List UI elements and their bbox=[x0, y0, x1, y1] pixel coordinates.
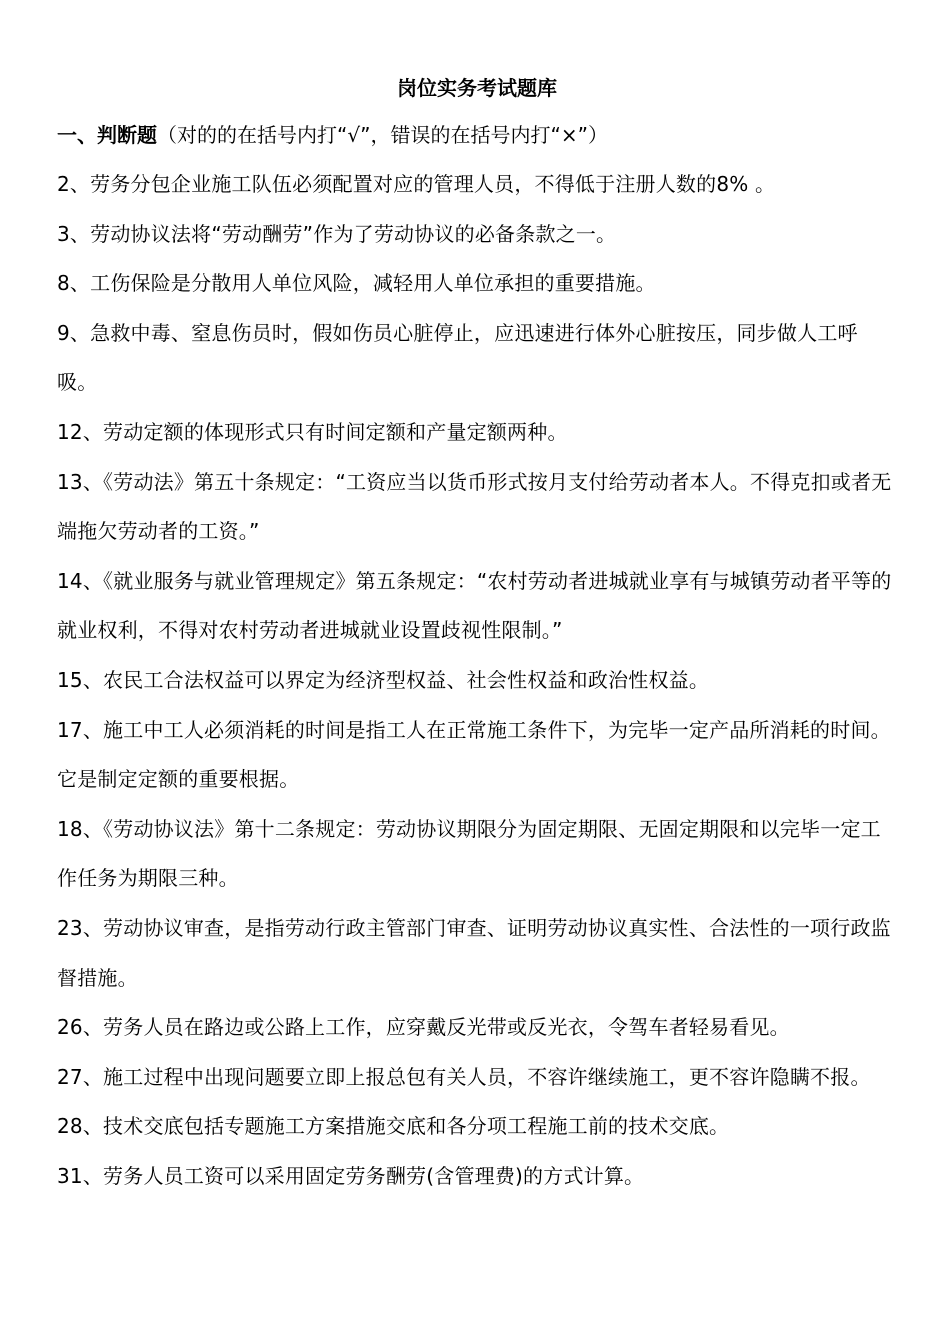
question-item: 8、工伤保险是分散用人单位风险，减轻用人单位承担的重要措施。 bbox=[57, 271, 656, 296]
question-item: 9、急救中毒、窒息伤员时，假如伤员心脏停止，应迅速进行体外心脏按压，同步做人工呼吸。 bbox=[57, 320, 858, 395]
question-item: 28、技术交底包括专题施工方案措施交底和各分项工程施工前的技术交底。 bbox=[57, 1114, 730, 1139]
question-item: 23、劳动协议审查，是指劳动行政主管部门审查、证明劳动协议真实性、合法性的一项行政监督措施。 bbox=[57, 915, 891, 990]
question-item: 27、施工过程中出现问题要立即上报总包有关人员，不容许继续施工，更不容许隐瞒不报。 bbox=[57, 1064, 871, 1089]
question-item: 26、劳务人员在路边或公路上工作，应穿戴反光带或反光衣，令驾车者轻易看见。 bbox=[57, 1015, 790, 1040]
section-heading-note: （对的的在括号内打“√”，错误的在括号内打“×”） bbox=[157, 123, 608, 147]
question-item: 13、《劳动法》第五十条规定：“工资应当以货币形式按月支付给劳动者本人。不得克扣或者无端拖欠劳动者的工资。” bbox=[57, 469, 892, 544]
question-item: 2、劳务分包企业施工队伍必须配置对应的管理人员，不得低于注册人数的8% 。 bbox=[57, 172, 776, 196]
question-item: 18、《劳动协议法》第十二条规定：劳动协议期限分为固定期限、无固定期限和以完毕一定工作任务为期限三种。 bbox=[57, 816, 881, 891]
question-item: 17、施工中工人必须消耗的时间是指工人在正常施工条件下，为完毕一定产品所消耗的时间。它是制定定额的重要根据。 bbox=[57, 717, 891, 792]
section-heading bbox=[57, 110, 897, 160]
section-heading-label: 一、判断题 bbox=[57, 123, 157, 147]
document-page bbox=[57, 70, 897, 1201]
question-item: 14、《就业服务与就业管理规定》第五条规定：“农村劳动者进城就业享有与城镇劳动者平等的就业权利，不得对农村劳动者进城就业设置歧视性限制。” bbox=[57, 568, 892, 643]
question-item: 12、劳动定额的体现形式只有时间定额和产量定额两种。 bbox=[57, 419, 568, 444]
question-list bbox=[57, 160, 897, 1201]
document-title: 岗位实务考试题库 bbox=[397, 76, 557, 100]
question-item: 3、劳动协议法将“劳动酬劳”作为了劳动协议的必备条款之一。 bbox=[57, 221, 617, 246]
question-item: 31、劳务人员工资可以采用固定劳务酬劳(含管理费)的方式计算。 bbox=[57, 1163, 645, 1188]
question-item: 15、农民工合法权益可以界定为经济型权益、社会性权益和政治性权益。 bbox=[57, 667, 710, 692]
